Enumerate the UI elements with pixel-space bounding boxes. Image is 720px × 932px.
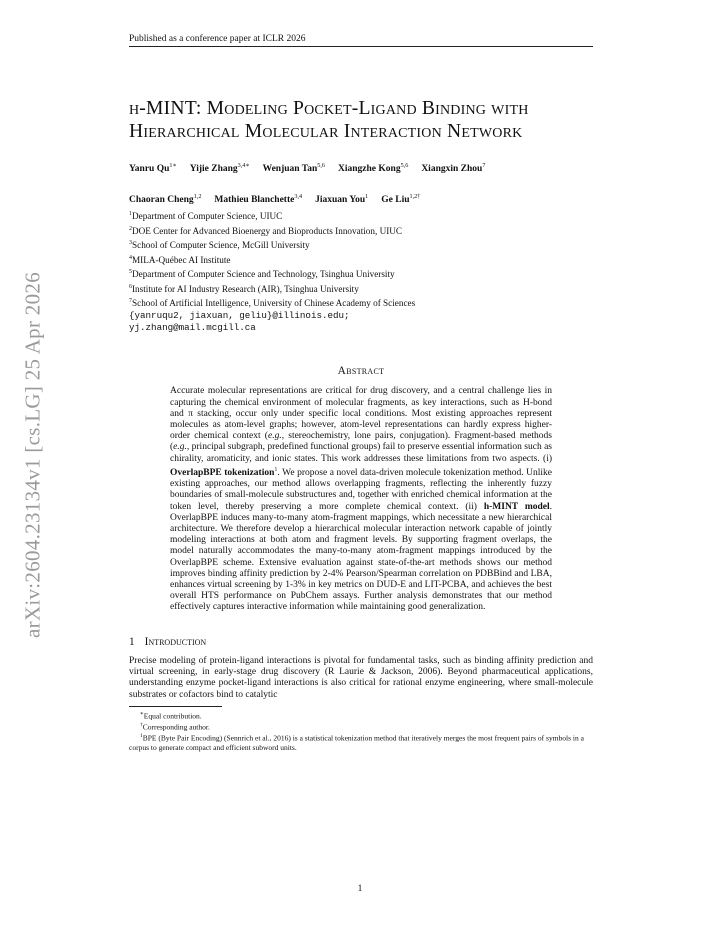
affiliation-list <box>129 208 593 334</box>
title-line-1: h-MINT: Modeling Pocket-Ligand Binding with <box>129 98 529 119</box>
author: Yanru $Qu^{1∗}$ <box>129 162 177 175</box>
author-row-1 <box>129 162 593 174</box>
author: Wenjuan Tan$^{5,6}$ <box>262 162 326 175</box>
arxiv-id-text: arXiv:2604.23134v1 [cs.LG] 25 Apr 2026 <box>20 271 45 639</box>
arxiv-identifier-sidebar <box>18 260 48 650</box>
footnote: †Corresponding author. <box>140 721 210 732</box>
introduction-paragraph: Precise modeling of protein-ligand interactions is pivotal for fundamental tasks, such as binding affinity prediction and virtual screening, in early-stage drug discovery (R Laurie & Jackson, 2006). Beyond pharmaceutical applications, understanding enzyme pocket-ligand interactions is also critical for rational enzyme engineering, where small-molecule substrates or cofactors bind to catalytic <box>129 655 593 700</box>
author: Ge Liu$^{1,2\dagger}$ <box>381 193 421 206</box>
footnote-ref[interactable]: 1 <box>274 466 278 473</box>
footnote: $^1$BPE (Byte Pair Encoding) (Sennrich et al., 2016) is a statistical tokenization method that iteratively merges the most frequent pairs of symbols in a corpus to generate compact and efficient subword units. <box>129 733 584 753</box>
author: Xiangzhe Kong$^{5,6}$ <box>338 162 409 175</box>
author: Xiangxin Zhou$^7$ <box>421 162 486 175</box>
page-number: 1 <box>357 884 363 894</box>
email-line[interactable]: {yanruqu2, jiaxuan, geliu}@illinois.edu; <box>129 309 350 321</box>
running-header: Published as a conference paper at ICLR 2026 <box>129 34 593 47</box>
title-line-2: Hierarchical Molecular Interaction Network <box>129 121 523 142</box>
affiliation: $^3$School of Computer Science, McGill University <box>129 240 310 251</box>
author: Mathieu Blanchette$^{3,4}$ <box>214 193 303 206</box>
affiliation: $^7$School of Artificial Intelligence, University of Chinese Academy of Sciences <box>129 298 416 309</box>
affiliation: $^6$Institute for AI Industry Research (AIR), Tsinghua University <box>129 283 359 294</box>
author: Jiaxuan You$^1$ <box>315 193 369 206</box>
affiliation: $^4$MILA-Québec AI Institute <box>129 254 231 265</box>
email-line[interactable]: yj.zhang@mail.mcgill.ca <box>129 322 256 333</box>
paper-title <box>129 97 593 143</box>
author: Chaoran Cheng$^{1,2}$ <box>129 193 202 206</box>
author-row-2 <box>129 193 593 205</box>
author-list <box>129 162 593 205</box>
hmint-term: h-MINT model <box>483 501 550 512</box>
footnotes <box>129 706 593 753</box>
overlapbpe-term: OverlapBPE tokenization <box>170 467 275 478</box>
abstract-body: Accurate molecular representations are critical for drug discovery, and a central challenge lies in capturing the chemical environment of molecular fragments, as key interactions, such as H-bond and π stacking, occur only under specific local conditions. Most existing approaches represent molecules as atom-level graphs; however, atom-level representations can hardly express higher-order chemical context (e.g., stereochemistry, lone pairs, conjugation). Fragment-based methods (e.g., principal subgraph, predefined functional groups) fail to preserve essential information such as chirality, aromaticity, and ionic states. This work addresses these limitations from two aspects. (i) OverlapBPE tokenization$^1$. We propose a novel data-driven molecule tokenization method. Unlike existing approaches, our method allows overlapping fragments, reflecting the inherently fuzzy boundaries of small-molecule substructures and, together with enriched chemical information at the token level, thereby preserving a more complete chemical context. (ii) h-MINT model. OverlapBPE induces many-to-many atom-fragment mappings, which necessitate a new hierarchical architecture. We therefore develop a hierarchical molecular interaction network capable of jointly modeling interactions at both atom and fragment levels. By supporting fragment overlaps, the model naturally accommodates the many-to-many atom-fragment mappings introduced by the OverlapBPE scheme. Extensive evaluation against state-of-the-art methods shows our method improves binding affinity prediction by 2-4% Pearson/Spearman correlation on PDBBind and LBA, enhances virtual screening by 1-3% in key metrics on DUD-E and LIT-PCBA, and achieves the best overall HTS performance on PubChem assays. Further analysis demonstrates that our method effectively captures interactive information while maintaining good generalization. <box>170 386 553 613</box>
affiliation: $^1$Department of Computer Science, UIUC <box>129 211 283 222</box>
abstract-heading: Abstract <box>337 365 385 378</box>
paper-page <box>129 34 593 753</box>
affiliation: $^2$DOE Center for Advanced Bioenergy and Bioproducts Innovation, UIUC <box>129 225 403 236</box>
section-heading-introduction: 1 Introduction <box>129 635 207 648</box>
footnote: ∗Equal contribution. <box>140 710 202 721</box>
affiliation: $^5$Department of Computer Science and Technology, Tsinghua University <box>129 269 395 280</box>
author: Yijie Zhang$^{3,4∗}$ <box>189 162 250 175</box>
footnote-rule <box>129 706 222 707</box>
